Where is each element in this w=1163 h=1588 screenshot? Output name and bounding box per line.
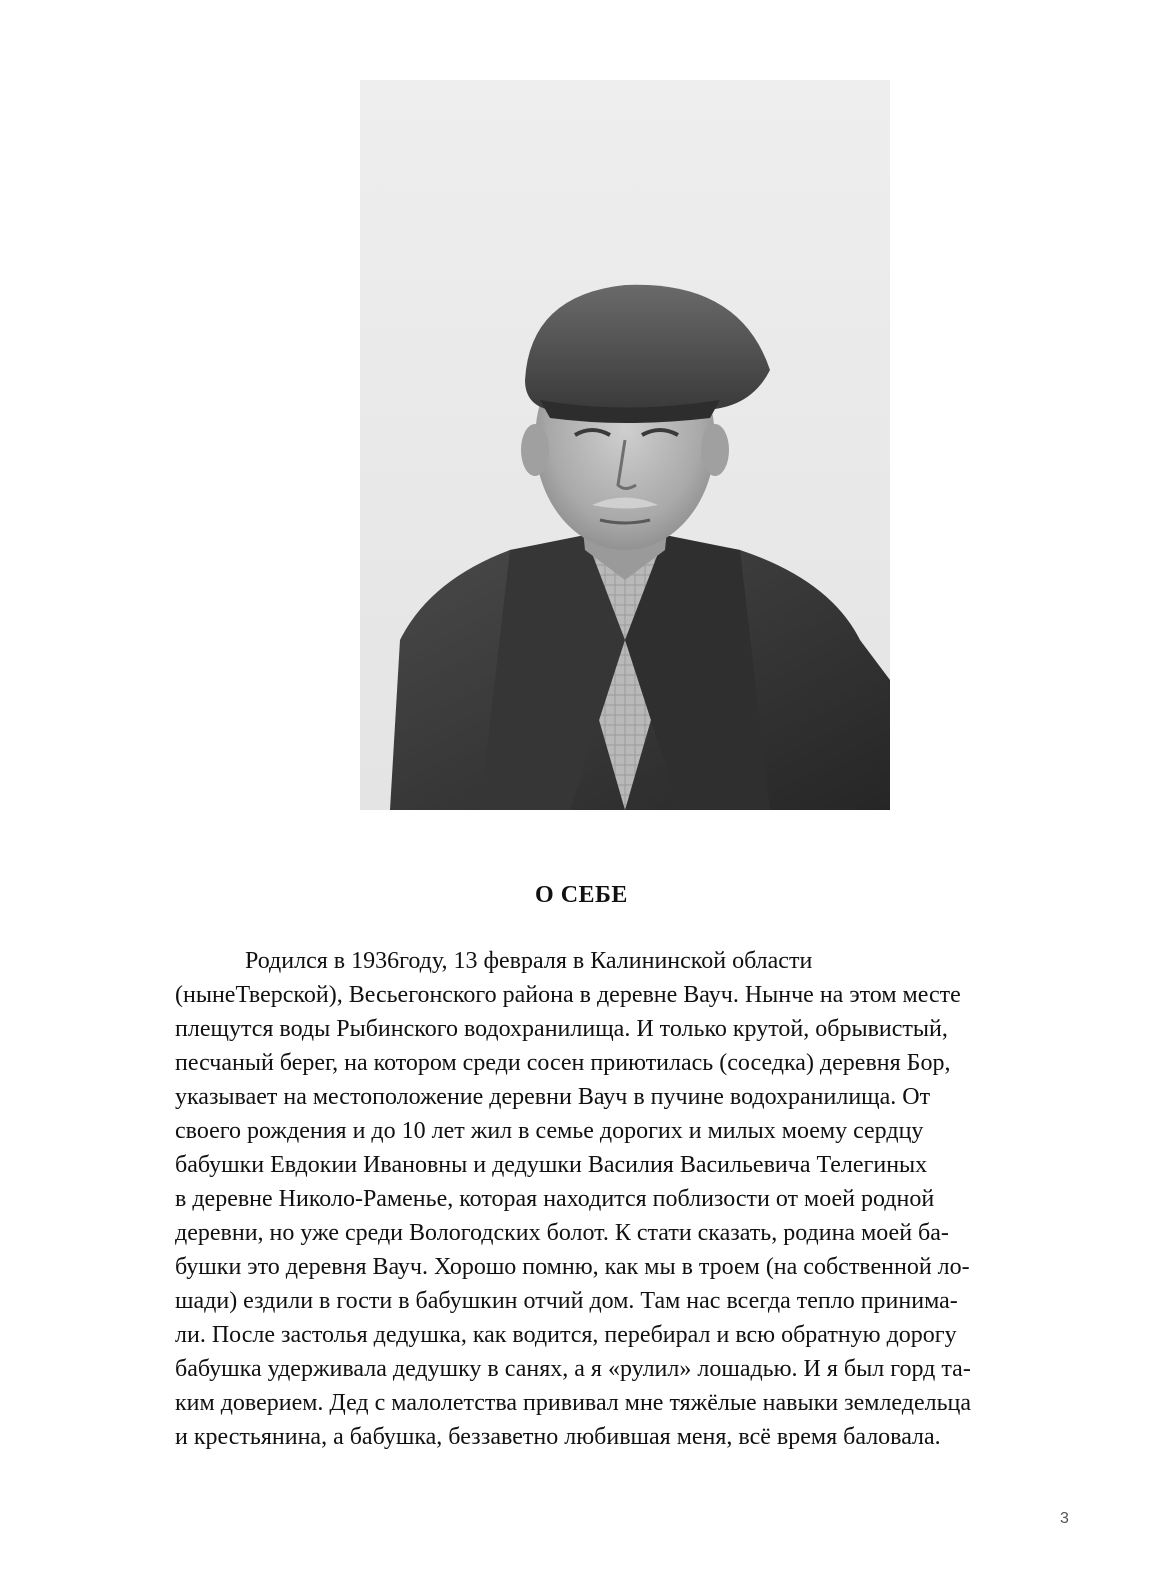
- paragraph-line: (нынеТверской), Весьегонского района в деревне Вауч. Нынче на этом месте: [175, 982, 961, 1008]
- biography-paragraph: [175, 944, 1075, 1454]
- paragraph-line: ли. После застолья дедушка, как водится, перебирал и всю обратную дорогу: [175, 1322, 957, 1348]
- paragraph-line: ким доверием. Дед с малолетства прививал мне тяжёлые навыки земледельца: [175, 1390, 972, 1416]
- portrait-photo: [360, 80, 890, 810]
- portrait-illustration: [360, 80, 890, 810]
- paragraph-line: плещутся воды Рыбинского водохранилища. И только крутой, обрывистый,: [175, 1016, 948, 1042]
- page-number: 3: [1060, 1510, 1069, 1527]
- paragraph-line: в деревне Николо-Раменье, которая находится поблизости от моей родной: [175, 1186, 935, 1212]
- paragraph-line: шади) ездили в гости в бабушкин отчий дом. Там нас всегда тепло принима-: [175, 1288, 958, 1314]
- paragraph-line: бабушки Евдокии Ивановны и дедушки Василия Васильевича Телегиных: [175, 1152, 928, 1178]
- paragraph-line: деревни, но уже среди Вологодских болот. К стати сказать, родина моей ба-: [175, 1220, 949, 1246]
- paragraph-line: и крестьянина, а бабушка, беззаветно любившая меня, всё время баловала.: [175, 1424, 941, 1450]
- paragraph-line: бушки это деревня Вауч. Хорошо помню, как мы в троем (на собственной ло-: [175, 1254, 970, 1280]
- paragraph-line: Родился в 1936году, 13 февраля в Калининской области: [245, 948, 813, 974]
- paragraph-line: песчаный берег, на котором среди сосен приютилась (соседка) деревня Бор,: [175, 1050, 951, 1076]
- paragraph-line: указывает на местоположение деревни Вауч в пучине водохранилища. От: [175, 1084, 931, 1110]
- paragraph-line: своего рождения и до 10 лет жил в семье дорогих и милых моему сердцу: [175, 1118, 924, 1144]
- section-heading: О СЕБЕ: [535, 882, 628, 908]
- paragraph-line: бабушка удерживала дедушку в санях, а я «рулил» лошадью. И я был горд та-: [175, 1356, 971, 1382]
